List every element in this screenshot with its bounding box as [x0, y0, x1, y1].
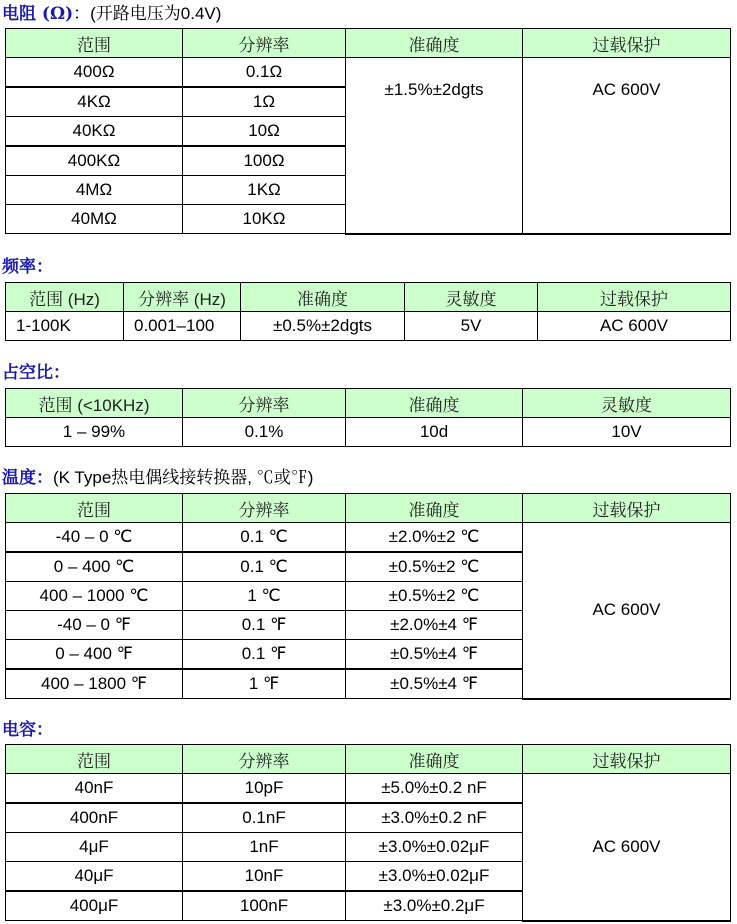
range-cell: 0 – 400 ℉	[6, 640, 183, 670]
accuracy-cell: 10d	[346, 418, 523, 447]
range-cell: 4MΩ	[6, 176, 183, 205]
resolution-cell: 0.001–100	[124, 312, 241, 341]
resolution-cell: 1 ℉	[183, 669, 346, 699]
resolution-cell: 0.1 ℉	[183, 611, 346, 640]
temperature-title: 温度：	[2, 468, 53, 488]
table-header-row	[6, 389, 731, 418]
resolution-cell: 10pF	[183, 774, 346, 804]
range-cell: 400μF	[6, 891, 183, 921]
range-cell: 40nF	[6, 774, 183, 804]
header-range: 范围	[6, 745, 183, 774]
accuracy-cell: ±0.5%±2 ℃	[346, 582, 523, 611]
accuracy-cell: ±0.5%±4 ℉	[346, 640, 523, 670]
temperature-note: (K Type热电偶线接转换器, ℃或℉)	[53, 468, 314, 487]
accuracy-cell: ±1.5%±2dgts	[346, 58, 523, 234]
table-header-row	[6, 494, 731, 523]
header-accuracy: 准确度	[346, 389, 523, 418]
range-cell: 400 – 1000 ℃	[6, 582, 183, 611]
table-header-row	[6, 745, 731, 774]
accuracy-cell: ±2.0%±4 ℉	[346, 611, 523, 640]
resolution-cell: 1KΩ	[183, 176, 346, 205]
resolution-cell: 0.1 ℃	[183, 523, 346, 553]
resolution-cell: 10nF	[183, 862, 346, 892]
frequency-heading	[2, 257, 53, 277]
resistance-heading	[2, 4, 221, 24]
header-accuracy: 准确度	[241, 283, 405, 312]
header-accuracy: 准确度	[346, 494, 523, 523]
resolution-cell: 100nF	[183, 891, 346, 921]
header-resolution: 分辨率	[183, 29, 346, 58]
accuracy-cell: ±3.0%±0.02μF	[346, 833, 523, 862]
resistance-note: ：(开路电压为0.4V)	[73, 4, 222, 23]
table-header-row	[6, 283, 731, 312]
header-resolution: 分辨率	[183, 494, 346, 523]
frequency-table	[5, 282, 731, 341]
capacitance-table	[5, 744, 731, 922]
table-row	[6, 418, 731, 447]
header-sensitivity: 灵敏度	[523, 389, 731, 418]
resolution-cell: 1nF	[183, 833, 346, 862]
resolution-cell: 0.1nF	[183, 803, 346, 833]
accuracy-cell: ±3.0%±0.2 nF	[346, 803, 523, 833]
frequency-title: 频率：	[2, 257, 53, 277]
capacitance-heading	[2, 720, 53, 740]
table-row	[6, 523, 731, 553]
header-range: 范围 (Hz)	[6, 283, 124, 312]
range-cell: 40KΩ	[6, 117, 183, 147]
resistance-title: 电阻 (Ω)	[2, 4, 74, 24]
range-cell: 1 – 99%	[6, 418, 183, 447]
range-cell: 1-100K	[6, 312, 124, 341]
range-cell: 40MΩ	[6, 205, 183, 234]
header-range: 范围	[6, 29, 183, 58]
resolution-cell: 100Ω	[183, 146, 346, 176]
resolution-cell: 0.1 ℃	[183, 552, 346, 582]
range-cell: 4μF	[6, 833, 183, 862]
range-cell: 0 – 400 ℃	[6, 552, 183, 582]
range-cell: 400KΩ	[6, 146, 183, 176]
range-cell: 4KΩ	[6, 87, 183, 117]
range-cell: -40 – 0 ℉	[6, 611, 183, 640]
header-accuracy: 准确度	[346, 745, 523, 774]
duty-title: 占空比：	[2, 363, 70, 383]
duty-table	[5, 388, 731, 447]
table-header-row	[6, 29, 731, 58]
sensitivity-cell: 10V	[523, 418, 731, 447]
accuracy-cell: ±5.0%±0.2 nF	[346, 774, 523, 804]
accuracy-cell: ±2.0%±2 ℃	[346, 523, 523, 553]
accuracy-cell: ±3.0%±0.02μF	[346, 862, 523, 892]
header-resolution: 分辨率	[183, 745, 346, 774]
resolution-cell: 1 ℃	[183, 582, 346, 611]
accuracy-cell: ±3.0%±0.2μF	[346, 891, 523, 921]
accuracy-cell: ±0.5%±4 ℉	[346, 669, 523, 699]
range-cell: 40μF	[6, 862, 183, 892]
table-row	[6, 774, 731, 804]
header-overload: 过载保护	[523, 745, 731, 774]
header-sensitivity: 灵敏度	[405, 283, 538, 312]
overload-cell: AC 600V	[523, 774, 731, 921]
temperature-heading	[2, 468, 313, 488]
overload-cell: AC 600V	[523, 58, 731, 234]
range-cell: -40 – 0 ℃	[6, 523, 183, 553]
header-range: 范围	[6, 494, 183, 523]
header-range: 范围 (<10KHz)	[6, 389, 183, 418]
overload-cell: AC 600V	[538, 312, 731, 341]
resolution-cell: 10Ω	[183, 117, 346, 147]
range-cell: 400nF	[6, 803, 183, 833]
header-resolution: 分辨率	[183, 389, 346, 418]
resistance-table	[5, 28, 731, 235]
resolution-cell: 0.1%	[183, 418, 346, 447]
range-cell: 400Ω	[6, 58, 183, 88]
resolution-cell: 0.1Ω	[183, 58, 346, 88]
temperature-table	[5, 493, 731, 700]
range-cell: 400 – 1800 ℉	[6, 669, 183, 699]
table-row	[6, 312, 731, 341]
overload-cell: AC 600V	[523, 523, 731, 699]
resolution-cell: 10KΩ	[183, 205, 346, 234]
resolution-cell: 1Ω	[183, 87, 346, 117]
sensitivity-cell: 5V	[405, 312, 538, 341]
header-overload: 过载保护	[523, 29, 731, 58]
header-overload: 过载保护	[523, 494, 731, 523]
header-resolution: 分辨率 (Hz)	[124, 283, 241, 312]
header-overload: 过载保护	[538, 283, 731, 312]
header-accuracy: 准确度	[346, 29, 523, 58]
resolution-cell: 0.1 ℉	[183, 640, 346, 670]
accuracy-cell: ±0.5%±2dgts	[241, 312, 405, 341]
accuracy-cell: ±0.5%±2 ℃	[346, 552, 523, 582]
capacitance-title: 电容：	[2, 720, 53, 740]
duty-heading	[2, 363, 70, 383]
table-row	[6, 58, 731, 88]
